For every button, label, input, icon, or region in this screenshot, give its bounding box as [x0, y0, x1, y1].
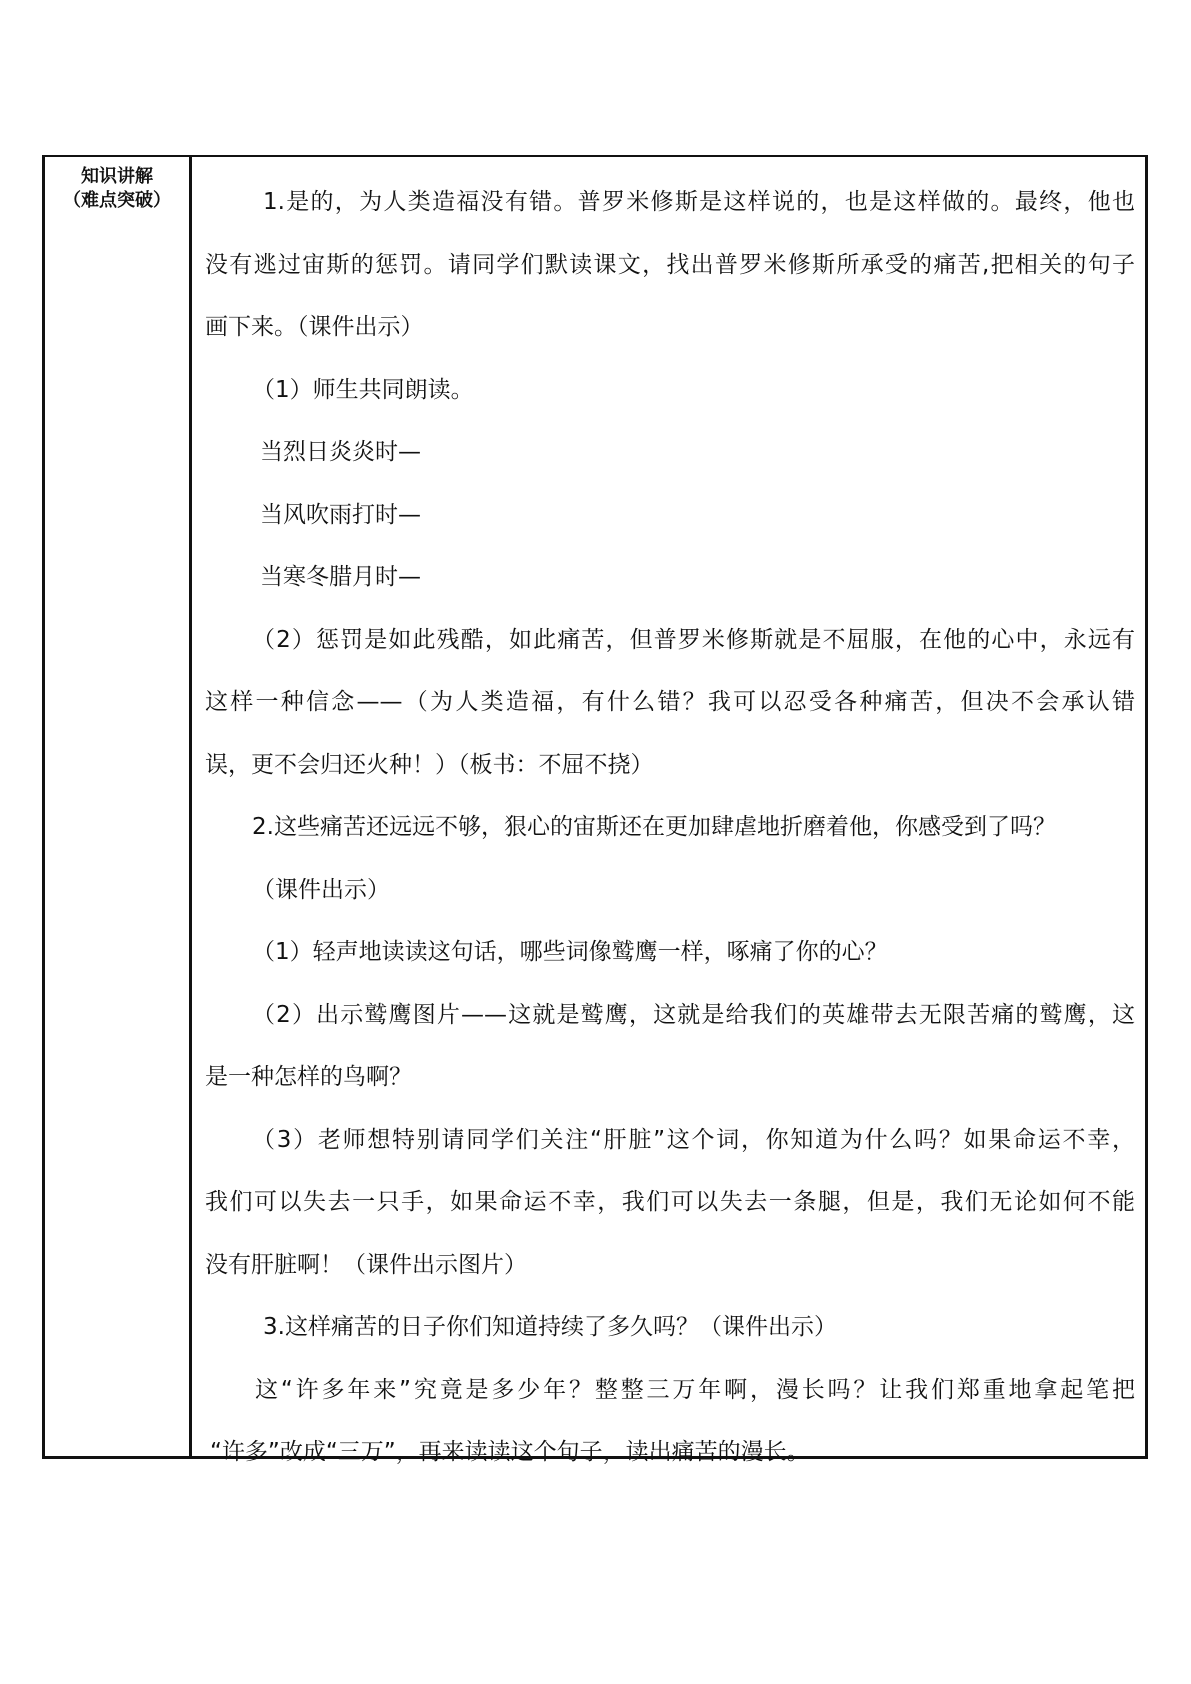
text-line: 1.是的，为人类造福没有错。普罗米修斯是这样说的，也是这样做的。最终，他也 — [263, 189, 1135, 215]
text-line: 没有逃过宙斯的惩罚。请同学们默读课文，找出普罗米修斯所承受的痛苦,把相关的句子 — [205, 251, 1135, 278]
text-line: 这样一种信念——（为人类造福，有什么错？我可以忍受各种痛苦，但决不会承认错 — [205, 689, 1135, 715]
text-line: 这“许多年来”究竟是多少年？整整三万年啊，漫长吗？让我们郑重地拿起笔把 — [255, 1376, 1135, 1403]
text-line: 当烈日炎炎时— — [260, 439, 421, 465]
text-line: 我们可以失去一只手，如果命运不幸，我们可以失去一条腿，但是，我们无论如何不能 — [205, 1189, 1135, 1215]
section-label-subtitle: （难点突破） — [63, 190, 171, 211]
text-line: （课件出示） — [252, 876, 390, 903]
text-line: 误，更不会归还火种！）（板书：不屈不挠） — [205, 751, 654, 778]
text-line: （2）出示鹫鹰图片——这就是鹫鹰，这就是给我们的英雄带去无限苦痛的鹫鹰，这 — [252, 1001, 1135, 1028]
text-line: 3.这样痛苦的日子你们知道持续了多久吗？（课件出示） — [263, 1314, 837, 1340]
text-line: （1）轻声地读读这句话，哪些词像鹫鹰一样，啄痛了你的心？ — [252, 939, 888, 965]
text-line: 当寒冬腊月时— — [260, 564, 421, 590]
text-line: 2.这些痛苦还远远不够，狠心的宙斯还在更加肆虐地折磨着他，你感受到了吗？ — [252, 814, 1056, 840]
section-label-cell — [45, 157, 192, 1456]
text-line: 没有肝脏啊！（课件出示图片） — [205, 1251, 527, 1278]
text-line: （1）师生共同朗读。 — [252, 376, 474, 403]
text-line: 是一种怎样的鸟啊？ — [205, 1064, 412, 1090]
content-cell — [195, 157, 1145, 1465]
lesson-table — [42, 155, 1148, 1465]
text-line: （3）老师想特别请同学们关注“肝脏”这个词，你知道为什么吗？如果命运不幸， — [252, 1126, 1135, 1153]
text-line: “许多”改成“三万”，再来读读这个句子，读出痛苦的漫长。 — [210, 1439, 810, 1465]
text-line: 画下来。（课件出示） — [205, 314, 424, 340]
text-line: 当风吹雨打时— — [260, 501, 421, 528]
text-line: （2）惩罚是如此残酷，如此痛苦，但普罗米修斯就是不屈服，在他的心中，永远有 — [252, 626, 1135, 653]
section-label-title: 知识讲解 — [81, 166, 153, 187]
